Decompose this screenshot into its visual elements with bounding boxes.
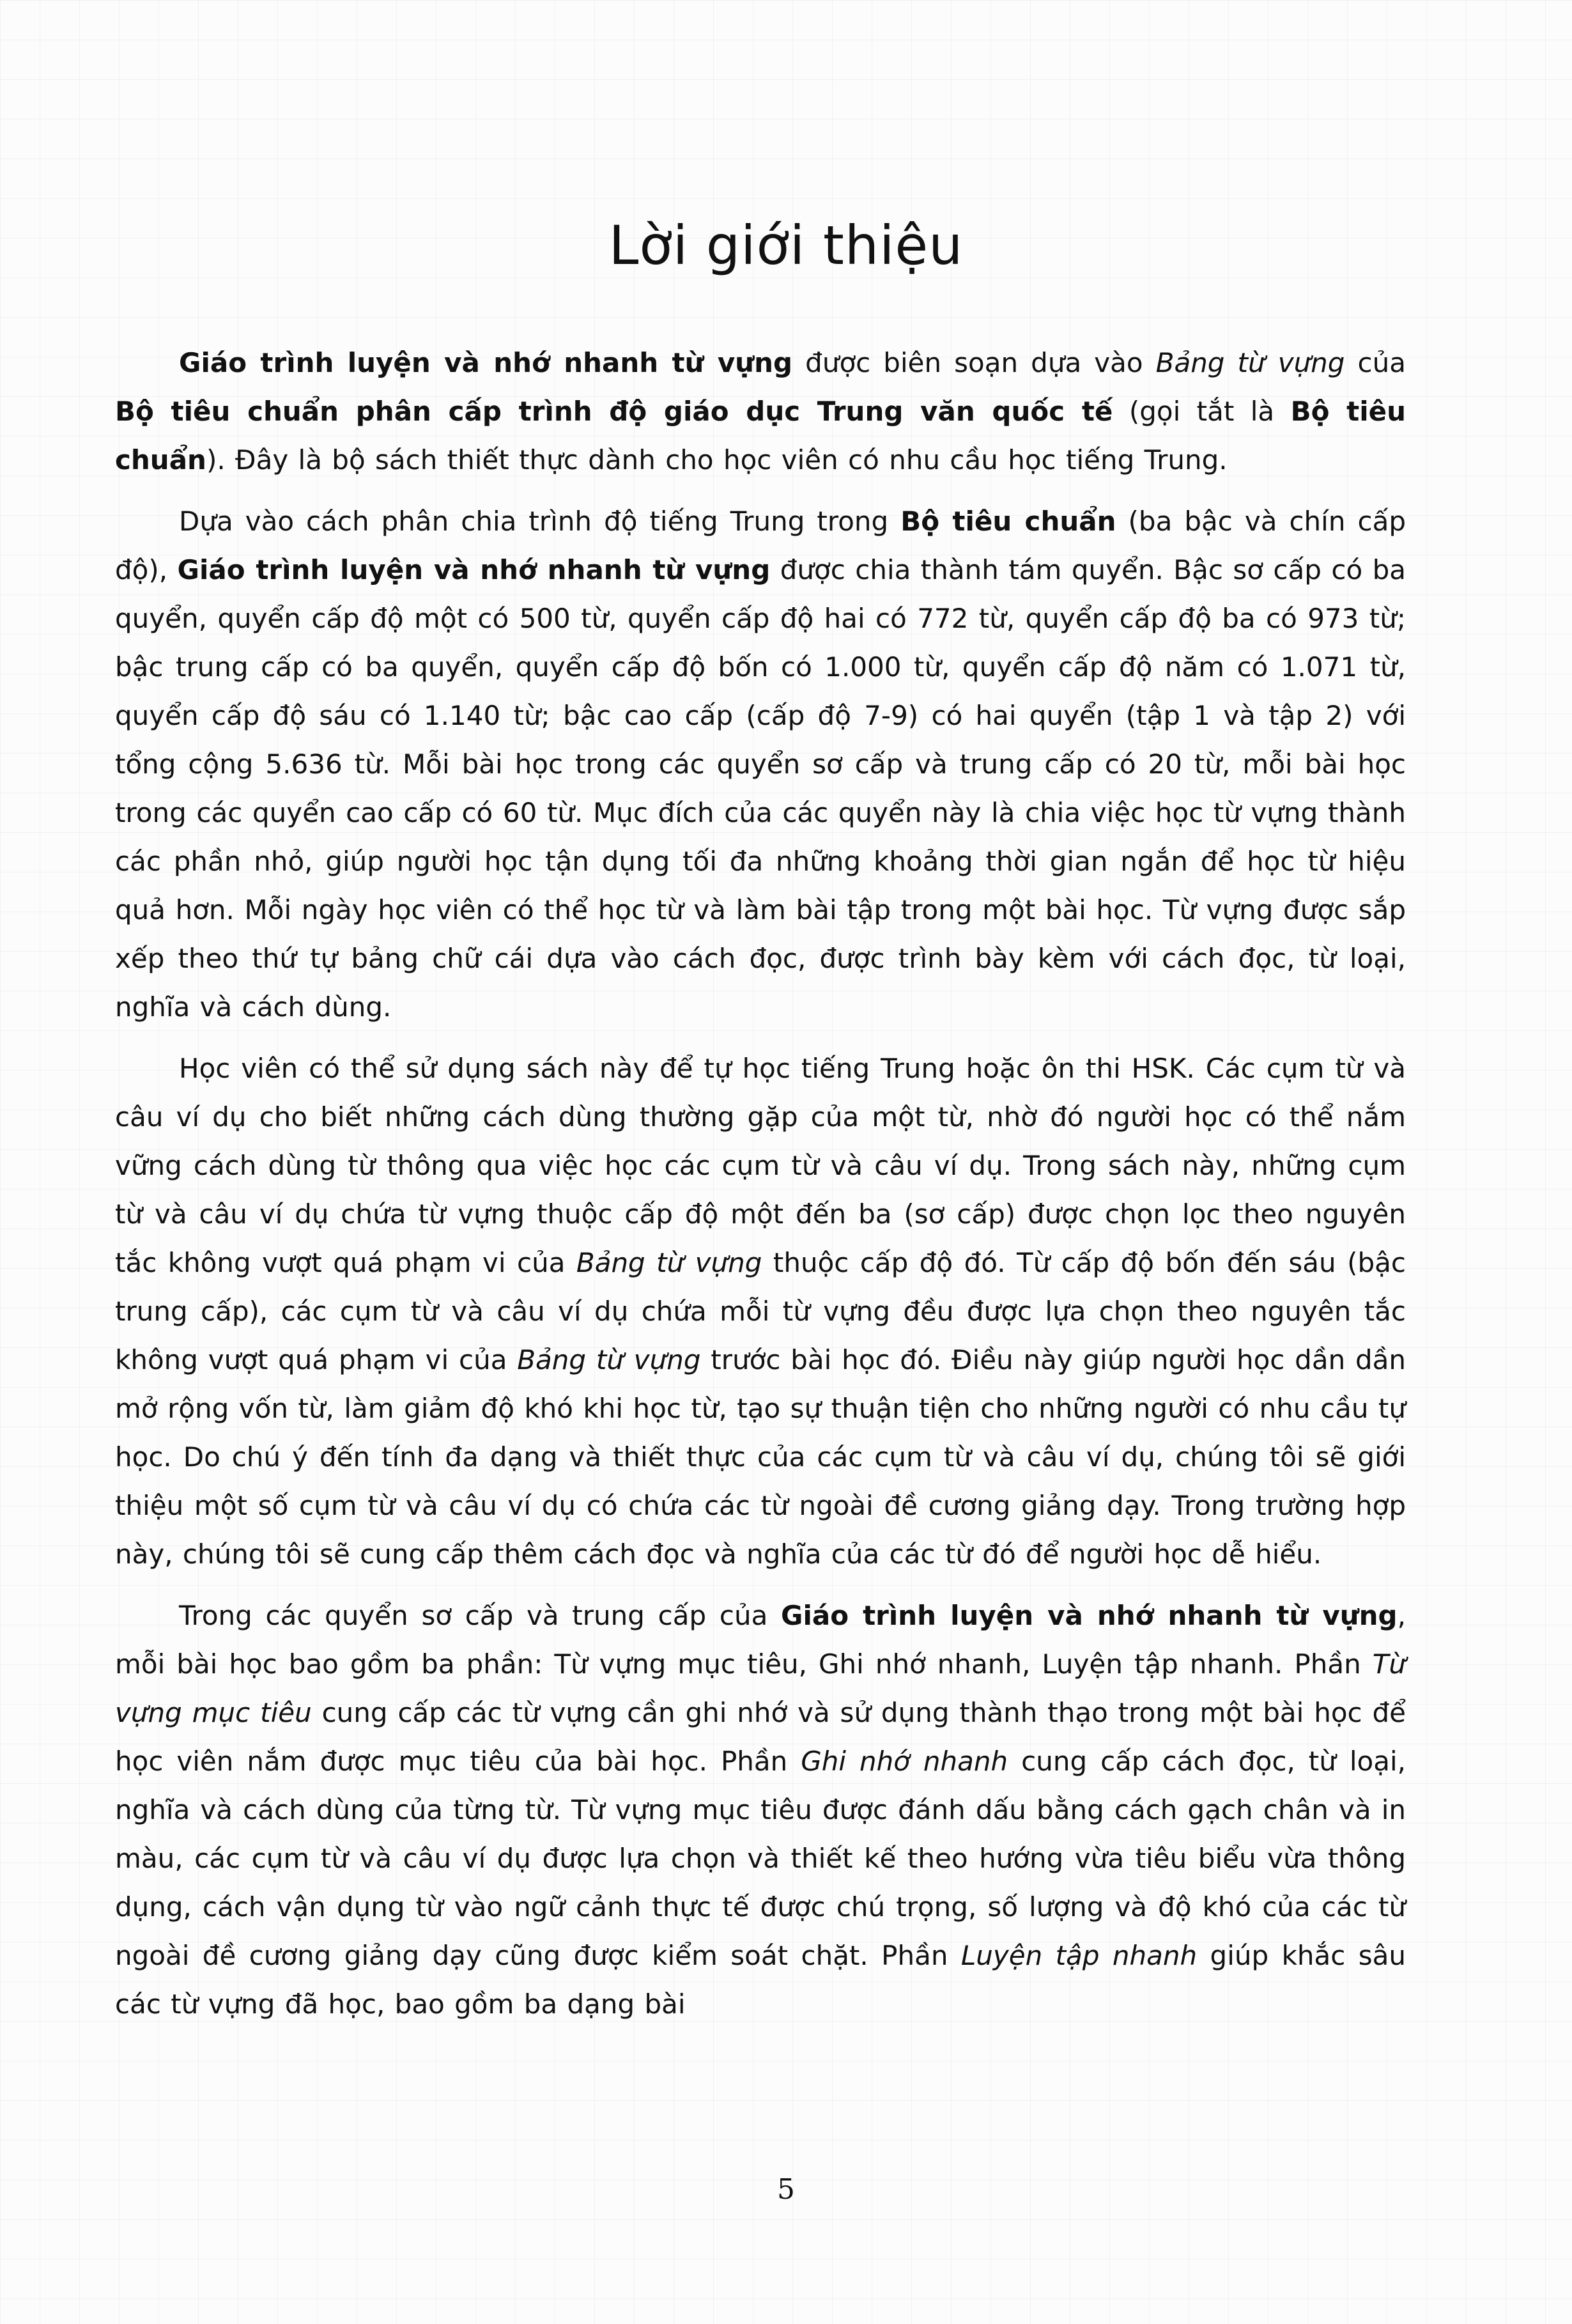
text-run: Giáo trình luyện và nhớ nhanh từ vựng [179,347,793,378]
page-title: Lời giới thiệu [608,214,964,277]
text-run: thuộc cấp độ đó. Từ cấp độ bốn đến sáu (bậc trung cấp), các cụm từ và câu ví dụ chứa mỗi từ vựng đều được lựa chọn theo nguyên tắc không vượt quá phạm vi của [115,1247,1406,1375]
text-run: Bộ tiêu chuẩn phân cấp trình độ giáo dục Trung văn quốc tế [115,396,1113,427]
text-run: (gọi tắt là [1113,396,1291,427]
text-run: được biên soạn dựa vào [792,347,1156,378]
text-run: ). Đây là bộ sách thiết thực dành cho học viên có nhu cầu học tiếng Trung. [206,444,1228,476]
text-run: Bảng từ vựng [1155,347,1345,378]
text-run: cung cấp cách đọc, từ loại, nghĩa và cách dùng của từng từ. Từ vựng mục tiêu được đánh dấu bằng cách gạch chân và in màu, các cụm từ và câu ví dụ được lựa chọn và thiết kế theo hướng vừa tiêu biểu vừa thông dụng, cách vận dụng từ vào ngữ cảnh thực tế được chú trọng, số lượng và độ khó của các từ ngoài đề cương giảng dạy cũng được kiểm soát chặt. Phần [115,1746,1406,1971]
paragraph-2 [115,497,1406,1032]
text-run: Học viên có thể sử dụng sách này để tự học tiếng Trung hoặc ôn thi HSK. Các cụm từ và câu ví dụ cho biết những cách dùng thường gặp của một từ, nhờ đó người học có thể nắm vững cách dùng từ thông qua việc học các cụm từ và câu ví dụ. Trong sách này, những cụm từ và câu ví dụ chứa từ vựng thuộc cấp độ một đến ba (sơ cấp) được chọn lọc theo nguyên tắc không vượt quá phạm vi của [115,1053,1406,1278]
text-run: Bảng từ vựng [517,1344,701,1375]
paragraph-3 [115,1044,1406,1579]
body-text [115,339,1406,2041]
page-number: 5 [777,2173,795,2206]
text-run: Bảng từ vựng [576,1247,762,1278]
text-run: Dựa vào cách phân chia trình độ tiếng Trung trong [179,506,901,537]
text-run: giúp khắc sâu các từ vựng đã học, bao gồm ba dạng bài [115,1940,1406,2020]
text-run: (ba bậc và chín cấp độ), [115,506,1406,585]
text-run: Ghi nhớ nhanh [801,1746,1008,1777]
text-run: Trong các quyển sơ cấp và trung cấp của [179,1600,782,1631]
paragraph-1 [115,339,1406,484]
text-run: của [1345,347,1406,378]
text-run: Giáo trình luyện và nhớ nhanh từ vựng [781,1600,1398,1631]
text-run: được chia thành tám quyển. Bậc sơ cấp có ba quyển, quyển cấp độ một có 500 từ, quyển cấp độ hai có 772 từ, quyển cấp độ ba có 973 từ; bậc trung cấp có ba quyển, quyển cấp độ bốn có 1.000 từ, quyển cấp độ năm có 1.071 từ, quyển cấp độ sáu có 1.140 từ; bậc cao cấp (cấp độ 7-9) có hai quyển (tập 1 và tập 2) với tổng cộng 5.636 từ. Mỗi bài học trong các quyển sơ cấp và trung cấp có 20 từ, mỗi bài học trong các quyển cao cấp có 60 từ. Mục đích của các quyển này là chia việc học từ vựng thành các phần nhỏ, giúp người học tận dụng tối đa những khoảng thời gian ngắn để học từ hiệu quả hơn. Mỗi ngày học viên có thể học từ và làm bài tập trong một bài học. Từ vựng được sắp xếp theo thứ tự bảng chữ cái dựa vào cách đọc, được trình bày kèm với cách đọc, từ loại, nghĩa và cách dùng. [115,554,1406,1023]
text-run: Giáo trình luyện và nhớ nhanh từ vựng [177,554,771,585]
text-run: trước bài học đó. Điều này giúp người học dần dần mở rộng vốn từ, làm giảm độ khó khi học từ, tạo sự thuận tiện cho những người có nhu cầu tự học. Do chú ý đến tính đa dạng và thiết thực của các cụm từ và câu ví dụ, chúng tôi sẽ giới thiệu một số cụm từ và câu ví dụ có chứa các từ ngoài đề cương giảng dạy. Trong trường hợp này, chúng tôi sẽ cung cấp thêm cách đọc và nghĩa của các từ đó để người học dễ hiểu. [115,1344,1406,1570]
text-run: Luyện tập nhanh [960,1940,1198,1971]
text-run: Bộ tiêu chuẩn [900,506,1116,537]
text-run: , mỗi bài học bao gồm ba phần: Từ vựng mục tiêu, Ghi nhớ nhanh, Luyện tập nhanh. Phần [115,1600,1406,1680]
text-run: Bộ tiêu chuẩn [115,396,1406,476]
text-run: Từ vựng mục tiêu [115,1648,1406,1728]
text-run: cung cấp các từ vựng cần ghi nhớ và sử dụng thành thạo trong một bài học để học viên nắm được mục tiêu của bài học. Phần [115,1697,1406,1777]
paragraph-4 [115,1592,1406,2029]
